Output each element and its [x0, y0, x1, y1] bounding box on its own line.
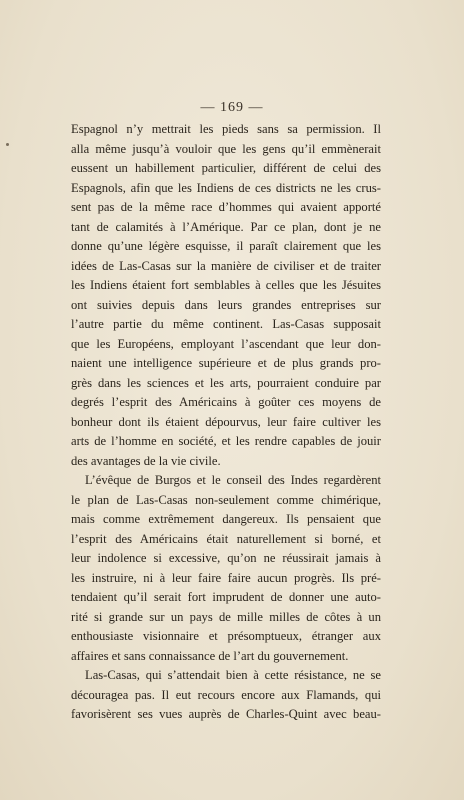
text-line: les Indiens étaient fort semblables à celles que les Jésuites: [71, 278, 381, 292]
text-line: L’évêque de Burgos et le conseil des Indes regardèrent: [85, 473, 381, 487]
text-line: donne qu’une légère esquisse, il paraît clairement que les: [71, 239, 381, 253]
text-line: sent pas de la même race d’hommes qui avaient apporté: [71, 200, 381, 214]
text-line: naient une intelligence supérieure et de plus grands pro-: [71, 356, 381, 370]
text-line: arts de l’homme en société, et les rendre capables de jouir: [71, 434, 381, 448]
text-line: que les Européens, employant l’ascendant que leur don-: [71, 336, 381, 351]
text-line: mais comme extrêmement dangereux. Ils pensaient que: [71, 512, 381, 526]
text-line: le plan de Las-Casas non-seulement comme chimérique,: [71, 492, 381, 507]
text-line: les instruire, ni à leur faire faire aucun progrès. Ils pré-: [71, 570, 381, 585]
text-line: eussent un habillement particulier, différent de celui des: [71, 161, 381, 175]
paragraph: [71, 471, 381, 666]
text-line: favorisèrent ses vues auprès de Charles-Quint avec beau-: [71, 707, 381, 721]
text-line: Espagnol n’y mettrait les pieds sans sa permission. Il: [71, 122, 381, 136]
page-number: — 169 —: [200, 100, 264, 115]
body-text: [71, 120, 381, 725]
text-line: affaires et sans connaissance de l’art du gouvernement.: [71, 648, 349, 663]
text-line: leur indolence si excessive, qu’on ne réussirait jamais à: [71, 551, 381, 565]
paragraph: [71, 120, 381, 471]
text-line: idées de Las-Casas sur la manière de civiliser et de traiter: [71, 258, 381, 273]
text-line: l’autre partie du même continent. Las-Casas supposait: [71, 317, 381, 331]
text-line: alla même jusqu’à vouloir que les gens qu’il emmènerait: [71, 141, 381, 156]
text-line: enthousiaste visionnaire et présomptueux, étranger aux: [71, 629, 381, 643]
text-line: l’esprit des Américains était naturellement si borné, et: [71, 531, 381, 546]
text-line: Espagnols, afin que les Indiens de ces districts ne les crus-: [71, 180, 381, 195]
margin-speck: [6, 143, 9, 146]
text-line: ont suivies depuis dans leurs grandes entreprises sur: [71, 297, 381, 312]
text-line: tant de calamités à l’Amérique. Par ce plan, dont je ne: [71, 219, 381, 234]
text-line: degrés l’esprit des Américains à goûter ces moyens de: [71, 395, 381, 409]
text-line: Las-Casas, qui s’attendait bien à cette résistance, ne se: [85, 668, 381, 682]
text-line: bonheur dont ils étaient dépourvus, leur faire cultiver les: [71, 414, 381, 429]
text-line: des avantages de la vie civile.: [71, 453, 221, 468]
text-line: grès dans les sciences et les arts, pourraient conduire par: [71, 375, 381, 390]
text-line: rité si grande sur un pays de mille milles de côtes à un: [71, 609, 381, 624]
text-line: tendaient qu’il serait fort imprudent de donner une auto-: [71, 590, 381, 604]
text-line: découragea pas. Il eut recours encore aux Flamands, qui: [71, 687, 381, 702]
paragraph: [71, 666, 381, 725]
